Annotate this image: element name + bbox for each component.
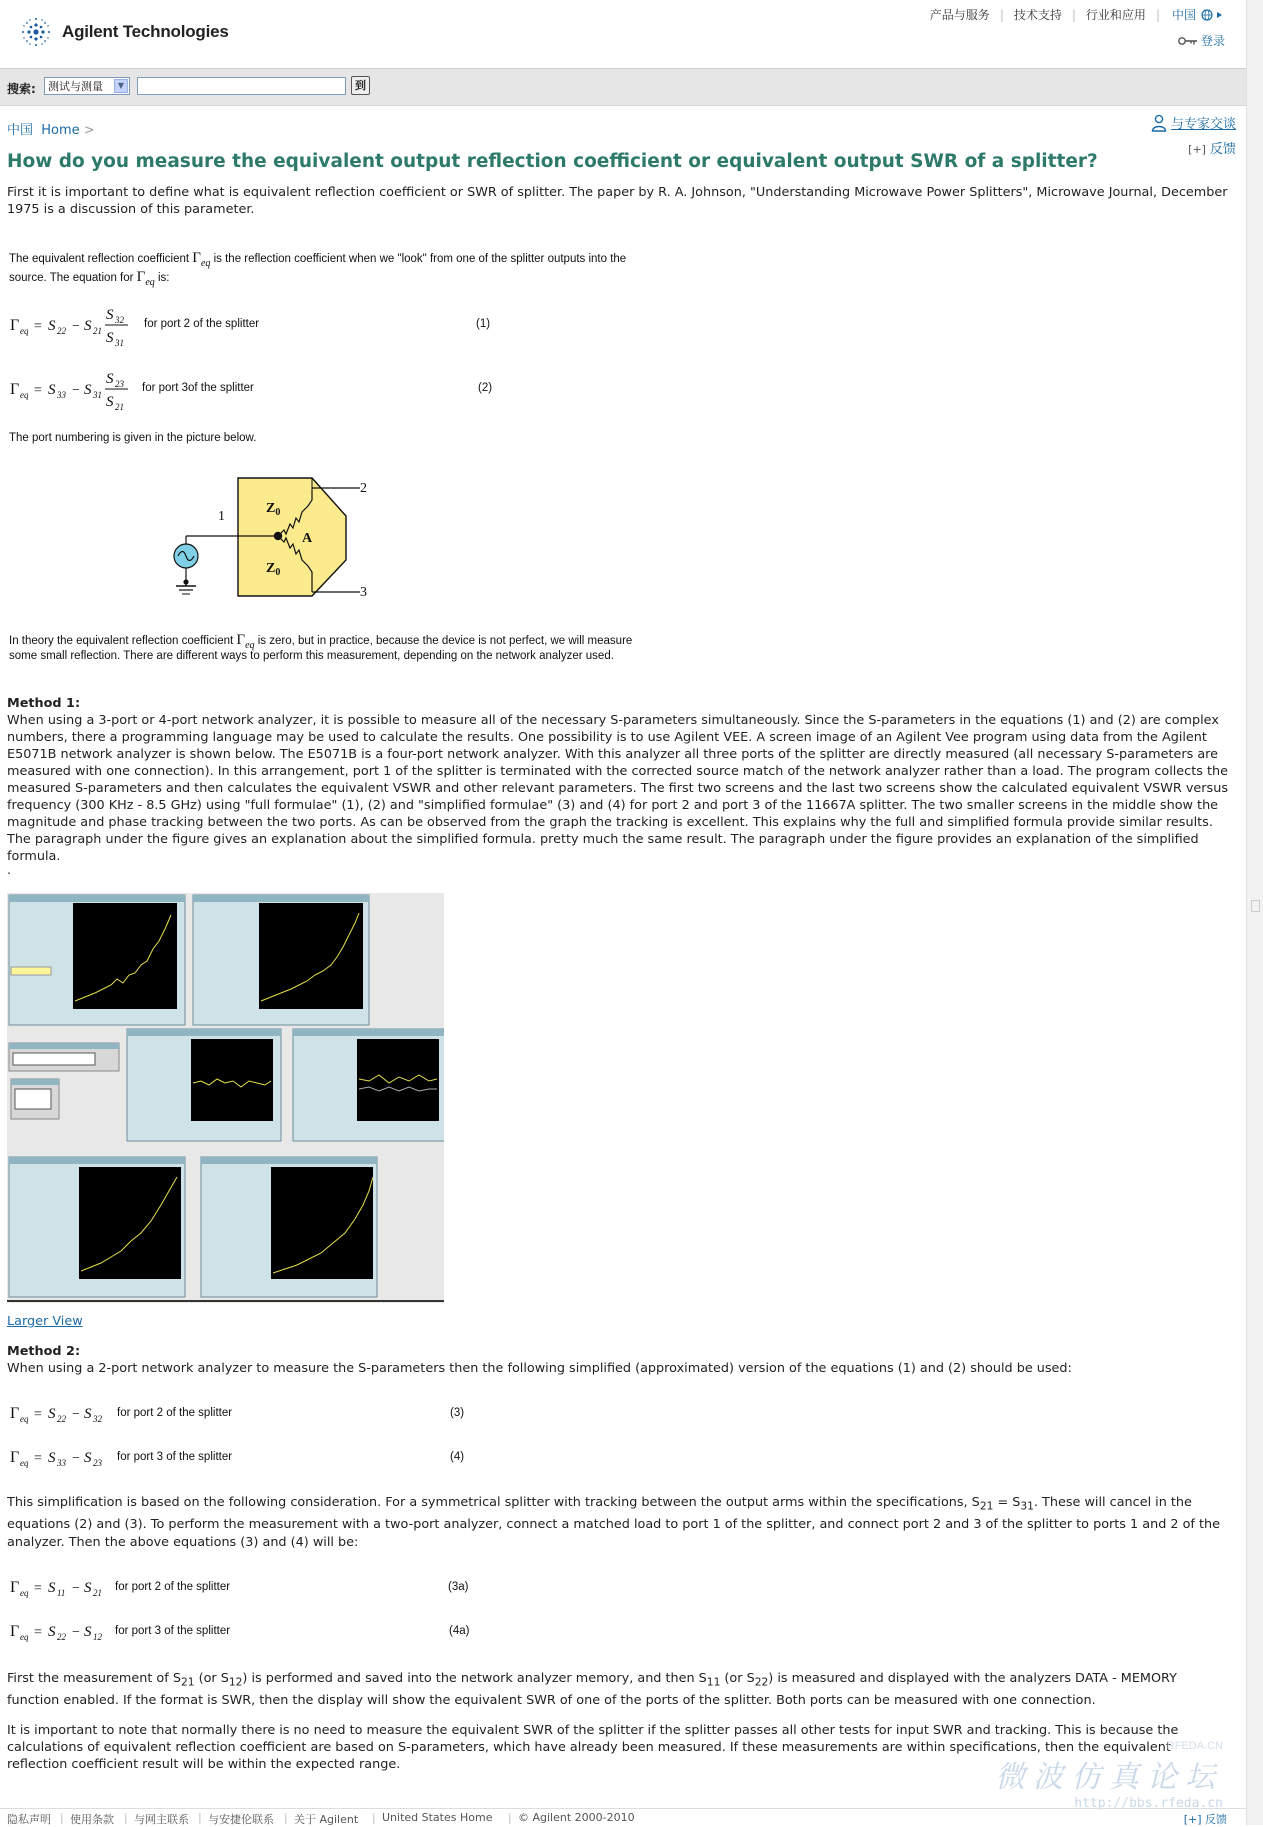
nav-products-services[interactable]: 产品与服务 (929, 8, 990, 22)
svg-text:S: S (48, 318, 56, 334)
breadcrumb (7, 119, 95, 138)
svg-text:31: 31 (93, 390, 102, 400)
svg-text:eq: eq (20, 1414, 29, 1424)
svg-text:S: S (84, 1450, 92, 1466)
page-scrollbar[interactable] (1246, 0, 1263, 1825)
svg-text:=: = (34, 1581, 42, 1596)
site-header (0, 0, 1247, 68)
closing-paragraph: It is important to note that normally there is no need to measure the equivalent SWR of the splitter if the splitter passes all other tests for input SWR and tracking. This is because the calculations of equivalent reflection coefficient are based on S-parameters, which have already been measured. If these measurements are within specifications, then the equivalent reflection coefficient result will be within the expected range. (7, 1723, 1179, 1772)
nav-separator: | (1071, 7, 1076, 22)
equation-4a (8, 1616, 118, 1648)
svg-text:S: S (48, 1450, 56, 1466)
svg-text:=: = (34, 383, 42, 398)
svg-text:Γ: Γ (10, 1405, 20, 1422)
eq4-number: (4) (450, 1451, 465, 1463)
method1-paragraph: When using a 3-port or 4-port network analyzer, it is possible to measure all of the necessary S-parameters simultaneously. Since the S-parameters in the equations (1) and (2) are complex numbers, there a programming language may be used to calculate the results. One possibility is to use Agilent VEE. A screen image of an Agilent Vee program using data from the Agilent E5071B network analyzer is shown below. The E5071B is a four-port network analyzer. With this analyzer all three ports of the splitter are directly measured (all necessary S-parameters are measured with one connection). In this arrangement, port 1 of the splitter is terminated with the corrected source match of the network analyzer rather than a load. The program collects the measured S-parameters and then calculates the equivalent VSWR and other relevant parameters. The first two screens and the last two screens show the calculated equivalent VSWR versus frequency (300 KHz - 8.5 GHz) using "full formulae" (1), (2) and "simplified formulae" (3) and (4) for port 2 and port 3 of the 11667A splitter. The two smaller screens in the middle show the magnitude and phase tracking between the two ports. As can be observed from the graph the tracking is excellent. This explains why the full and simplified formula provide similar results. The paragraph under the figure gives an explanation about the simplified formula. pretty much the same result. The paragraph under the figure provides an explanation of the simplified formula. (7, 713, 1229, 864)
login-label: 登录 (1200, 34, 1225, 48)
nav-separator: | (1155, 7, 1160, 22)
svg-text:11: 11 (57, 1588, 66, 1598)
nav-tech-support[interactable]: 技术支持 (1013, 8, 1062, 22)
svg-text:31: 31 (115, 338, 124, 348)
svg-text:32: 32 (93, 1414, 102, 1424)
svg-text:21: 21 (115, 402, 124, 412)
method2-paragraph: When using a 2-port network analyzer to measure the S-parameters then the following simplified (approximated) version of the equations (1) and (2) should be used: (7, 1361, 1072, 1376)
svg-text:−: − (72, 1625, 80, 1640)
eq1-number: (1) (476, 318, 491, 330)
breadcrumb-country[interactable]: 中国 (7, 123, 34, 138)
eq2-label: for port 3of the splitter (142, 382, 254, 394)
breadcrumb-separator: > (83, 123, 95, 138)
talk-to-expert-link[interactable] (1151, 113, 1236, 132)
svg-text:22: 22 (57, 1632, 66, 1642)
svg-text:23: 23 (115, 379, 124, 389)
eq3a-label: for port 2 of the splitter (115, 1581, 231, 1593)
diagram-port1-label: 1 (218, 509, 225, 524)
theory-line1: In theory the equivalent reflection coefficient $\Gamma_{eq}$ is zero, but in practice, because the device is not perfect, we will measure (9, 632, 633, 651)
footer-sep: | (60, 1811, 64, 1824)
svg-text:S: S (84, 318, 92, 334)
eq2-number: (2) (478, 382, 493, 394)
svg-text:eq: eq (20, 1588, 29, 1598)
svg-text:21: 21 (93, 1588, 102, 1598)
svg-text:Γ: Γ (10, 1449, 20, 1466)
top-navigation (930, 6, 1225, 23)
diagram-port3-label: 3 (360, 585, 367, 600)
logo-text: Agilent Technologies (62, 22, 229, 41)
equation-2 (8, 366, 148, 414)
footer-terms[interactable]: 使用条款 (70, 1813, 114, 1826)
footer-sep: | (124, 1811, 128, 1824)
search-category-select[interactable] (44, 77, 130, 95)
search-go-button[interactable]: 到 (351, 76, 370, 95)
svg-text:eq: eq (20, 1632, 29, 1642)
svg-text:12: 12 (93, 1632, 102, 1642)
equation-3 (8, 1398, 118, 1430)
fig1-line1: The equivalent reflection coefficient $\Gamma_{eq}$ is the reflection coefficient when we "look" from one of the splitter outputs into the (9, 250, 627, 269)
eq3-number: (3) (450, 1407, 465, 1419)
svg-text:−: − (72, 1581, 80, 1596)
agilent-spark-icon (18, 14, 54, 50)
dot-line: . (7, 863, 12, 878)
svg-text:=: = (34, 1451, 42, 1466)
svg-text:S: S (48, 1580, 56, 1596)
svg-text:S: S (84, 382, 92, 398)
footer-sep: | (284, 1811, 288, 1824)
svg-text:S: S (84, 1624, 92, 1640)
feedback-label: 反馈 (1209, 142, 1236, 157)
intro-paragraph: First it is important to define what is equivalent reflection coefficient or SWR of splitter. The paper by R. A. Johnson, "Understanding Microwave Power Splitters", Microwave Journal, December 1975 is a discussion of this parameter. (7, 185, 1228, 217)
footer-privacy[interactable]: 隐私声明 (7, 1813, 51, 1826)
fig1-line2: source. The equation for $\Gamma_{eq}$ is: (9, 269, 170, 288)
gamma-eq-symbol: $\Gamma_{eq}$ (236, 632, 255, 651)
feedback-link[interactable] (1188, 138, 1236, 157)
svg-text:Γ: Γ (10, 1623, 20, 1640)
port-numbering-note: The port numbering is given in the picture below. (9, 432, 257, 444)
svg-text:Γ: Γ (10, 1579, 20, 1596)
svg-text:S: S (48, 382, 56, 398)
svg-text:S: S (106, 394, 114, 410)
svg-text:32: 32 (115, 315, 124, 325)
svg-text:−: − (72, 319, 80, 334)
method1-heading: Method 1: (7, 696, 81, 711)
footer-contact-agilent[interactable]: 与安捷伦联系 (208, 1813, 274, 1826)
person-icon (1151, 114, 1167, 132)
svg-text:=: = (34, 319, 42, 334)
key-icon (1178, 36, 1198, 46)
svg-text:=: = (34, 1407, 42, 1422)
svg-text:S: S (48, 1624, 56, 1640)
svg-text:eq: eq (20, 1458, 29, 1468)
svg-text:=: = (34, 1625, 42, 1640)
expand-icon: [+] (1188, 143, 1206, 156)
svg-text:23: 23 (93, 1458, 102, 1468)
svg-text:−: − (72, 383, 80, 398)
svg-text:22: 22 (57, 1414, 66, 1424)
svg-text:−: − (72, 1407, 80, 1422)
eq4-label: for port 3 of the splitter (117, 1451, 233, 1463)
equation-4 (8, 1442, 118, 1474)
search-label: 搜索: (7, 82, 36, 96)
chevron-down-icon[interactable]: ▼ (114, 79, 128, 93)
region-selector[interactable]: 中国 (1171, 8, 1196, 22)
eq4a-label: for port 3 of the splitter (115, 1625, 231, 1637)
scrollbar-grip[interactable] (1251, 900, 1260, 912)
search-bar (0, 68, 1247, 106)
vee-program-screenshot[interactable] (7, 893, 444, 1303)
svg-text:Z0: $Z_0$ (266, 561, 281, 578)
footer-contact-webmaster[interactable]: 与网主联系 (134, 1813, 189, 1826)
theory-line2: some small reflection. There are different ways to perform this measurement, depending on the network analyzer used. (9, 650, 614, 662)
nav-industries[interactable]: 行业和应用 (1085, 8, 1146, 22)
svg-text:33: 33 (57, 1458, 66, 1468)
footer-about[interactable]: 关于 Agilent (294, 1813, 359, 1826)
svg-text:S: S (84, 1406, 92, 1422)
splitter-diagram (160, 470, 390, 606)
footer-sep: | (372, 1811, 376, 1824)
splitter-body (238, 478, 346, 596)
svg-text:−: − (72, 1451, 80, 1466)
svg-text:eq: eq (20, 326, 29, 336)
eq3-label: for port 2 of the splitter (117, 1407, 233, 1419)
larger-view-link[interactable]: Larger View (7, 1314, 83, 1329)
svg-text:eq: eq (20, 390, 29, 400)
svg-text:22: 22 (57, 326, 66, 336)
svg-text:S: S (106, 307, 114, 323)
footer-sep: | (198, 1811, 202, 1824)
login-link[interactable] (1178, 32, 1225, 49)
page-footer (0, 1808, 1247, 1826)
footer-feedback[interactable]: [+] 反馈 (1183, 1813, 1227, 1826)
nav-separator: | (999, 7, 1004, 22)
footer-sep: | (508, 1811, 512, 1824)
measurement-paragraph: First the measurement of $S_{21}$ (or $S_{12}$) is performed and saved into the network analyzer memory, and then $S_{11}$ (or $S_{22}$) is measured and displayed with the analyzers DATA - MEMORY function enabled. If the format is SWR, then the display will show the equivalent SWR of one of the ports of the splitter. Both ports can be measured with one connection. (7, 1671, 1177, 1708)
svg-text:33: 33 (57, 390, 66, 400)
footer-copyright: © Agilent 2000-2010 (518, 1811, 635, 1824)
gamma-eq-symbol: $\Gamma_{eq}$ (136, 269, 155, 288)
agilent-logo[interactable] (18, 14, 229, 50)
svg-text:Γ: Γ (10, 381, 20, 398)
page-title: How do you measure the equivalent output reflection coefficient or equivalent output SWR of a splitter? (7, 151, 1098, 172)
globe-icon[interactable] (1199, 9, 1225, 21)
talk-to-expert-label: 与专家交谈 (1170, 117, 1236, 132)
svg-text:S: S (84, 1580, 92, 1596)
search-category-value: 测试与测量 (48, 80, 103, 93)
svg-text:21: 21 (93, 326, 102, 336)
svg-text:S: S (106, 371, 114, 387)
eq3a-number: (3a) (448, 1581, 469, 1593)
footer-us-home[interactable]: United States Home (382, 1811, 493, 1824)
breadcrumb-home[interactable]: Home (41, 123, 80, 138)
method2-heading: Method 2: (7, 1344, 81, 1359)
gamma-eq-symbol: $\Gamma_{eq}$ (192, 250, 211, 269)
diagram-node-label: A (302, 531, 313, 546)
search-input[interactable] (137, 77, 346, 95)
simplification-paragraph: This simplification is based on the following consideration. For a symmetrical splitter with tracking between the output arms within the specifications, $S_{21} = S_{31}$. These will cancel in the equations (2) and (3). To perform the measurement with a two-port analyzer, connect a matched load to port 1 of the splitter, and connect port 2 and 3 of the splitter to ports 1 and 2 of the analyzer. Then the above equations (3) and (4) will be: (7, 1495, 1220, 1550)
equation-3a (8, 1572, 118, 1604)
equation-1 (8, 302, 148, 350)
svg-text:S: S (48, 1406, 56, 1422)
eq1-label: for port 2 of the splitter (144, 318, 260, 330)
node-a-dot (274, 532, 282, 540)
eq4a-number: (4a) (449, 1625, 470, 1637)
svg-text:Γ: Γ (10, 317, 20, 334)
svg-text:Z0: $Z_0$ (266, 501, 281, 518)
diagram-port2-label: 2 (360, 481, 367, 496)
svg-text:S: S (106, 330, 114, 346)
forum-watermark: RFEDA.CN 微波仿真论坛 http://bbs.rfeda.cn (995, 1740, 1223, 1811)
